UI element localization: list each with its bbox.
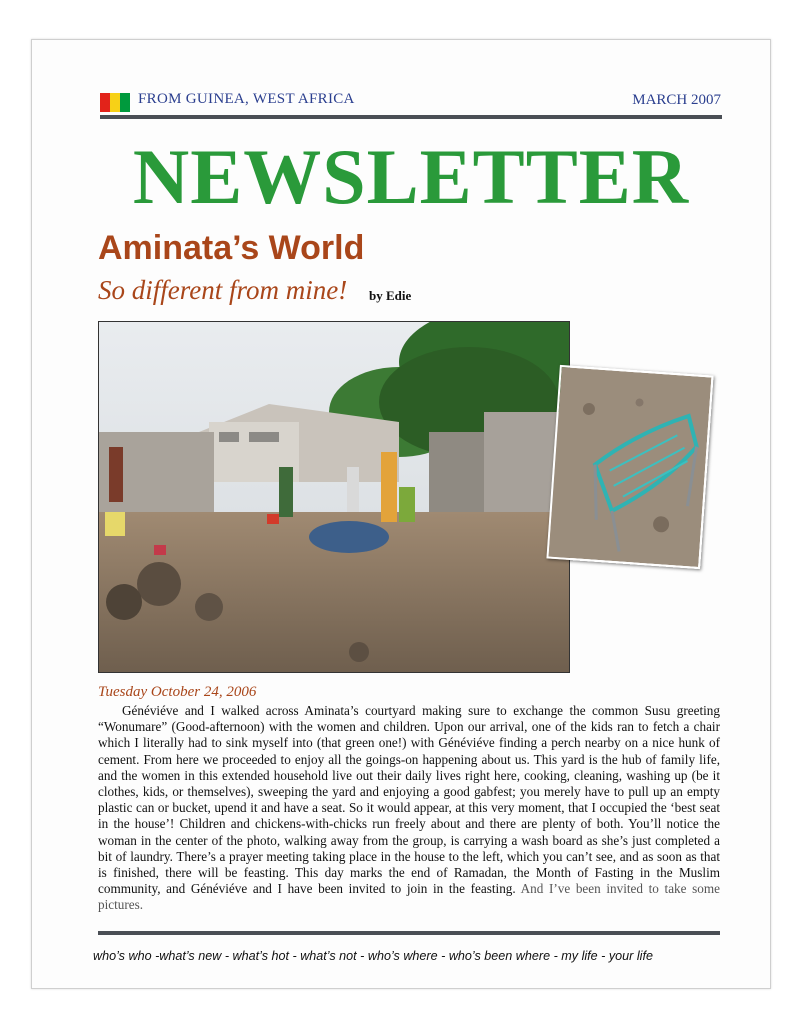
footer-divider <box>98 931 720 935</box>
guinea-flag-icon <box>100 93 130 112</box>
article-body <box>98 703 720 914</box>
masthead-title: NEWSLETTER <box>132 133 690 220</box>
article-subtitle: So different from mine! <box>98 275 348 305</box>
article-byline: by Edie <box>369 288 412 303</box>
flag-stripe-green <box>120 93 130 112</box>
flag-stripe-red <box>100 93 110 112</box>
green-chair-photo <box>546 365 713 569</box>
article-body-text: Généviéve and I walked across Aminata’s courtyard making sure to exchange the common Susu greeting “Wonumare” (Good-afternoon) with the women and children. Upon our arrival, one of the kids ran to fetch a chair which I literally had to sink myself into (that green one!) with Généviéve finding a perch nearby on a nice hunk of cement. From here we proceeded to enjoy all the goings-on happening about us. This yard is the hub of family life, and the women in this extended household live out their daily lives right here, cooking, cleaning, washing up (be it clothes, kids, or themselves), sweeping the yard and enjoying a good gabfest; you merely have to pull up an empty plastic can or bucket, upend it and have a seat. So it would appear, at this very moment, that I occupied the ‘best seat in the house’! Children and chickens-with-chicks run freely about and there are plenty of both. You’ll notice the woman in the center of the photo, walking away from the group, is carrying a wash board as she’s just completed a bit of laundry. There’s a prayer meeting taking place in the house to the left, which you can’t see, and as soon as that is finished, there will be feasting. This day marks the end of Ramadan, the Month of Fasting in the Muslim community, and Généviéve and I have been invited to join in the feasting. <box>98 703 720 897</box>
article-dateline: Tuesday October 24, 2006 <box>98 684 257 700</box>
flag-stripe-yellow <box>110 93 120 112</box>
origin-label: FROM GUINEA, WEST AFRICA <box>138 91 355 107</box>
courtyard-photo <box>98 321 570 673</box>
green-chair-image <box>549 367 712 567</box>
courtyard-scene-image <box>99 322 569 672</box>
footer-tagline: who’s who -what’s new - what’s hot - what’s not - who’s where - who’s been where - my life - your life <box>93 949 653 963</box>
issue-date: MARCH 2007 <box>632 92 721 108</box>
article-body-tail: And I’ve been invited to take some pictures. <box>98 881 720 913</box>
article-title: Aminata’s World <box>98 229 365 267</box>
header-divider <box>100 115 722 119</box>
